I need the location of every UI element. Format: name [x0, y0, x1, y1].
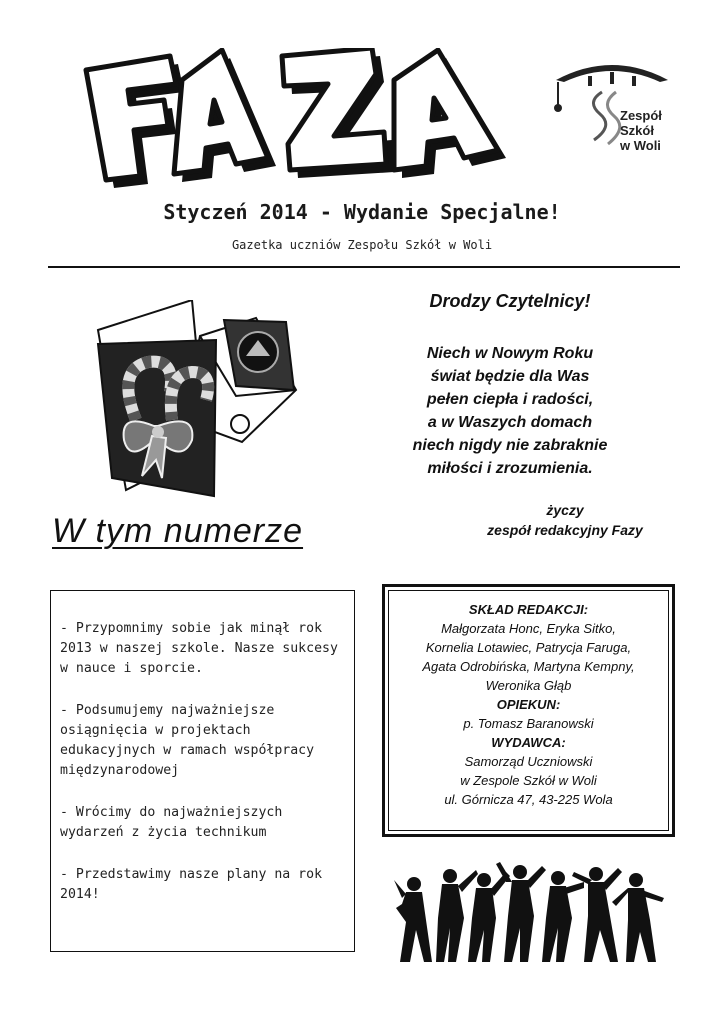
editors-line: Agata Odrobińska, Martyna Kempny,	[422, 659, 635, 674]
publisher-heading: WYDAWCA:	[491, 735, 566, 750]
school-logo	[552, 52, 674, 172]
editorial-staff-inner	[388, 590, 669, 831]
wish-line: Niech w Nowym Roku	[426, 345, 594, 362]
publisher-line: Samorząd Uczniowski	[464, 754, 593, 769]
wish-line: pełen ciepła i radości,	[426, 391, 594, 408]
school-logo-text	[620, 108, 662, 153]
editors-line: Kornelia Lotawiec, Patrycja Faruga,	[425, 640, 632, 655]
editors-line: Weronika Głąb	[485, 678, 572, 693]
wish-line: miłości i zrozumienia.	[427, 460, 593, 477]
tagline: Gazetka uczniów Zespołu Szkół w Woli	[231, 238, 493, 252]
greeting-wishes	[374, 342, 646, 480]
logo-line-3: w Woli	[620, 138, 661, 153]
contents-box	[50, 590, 355, 952]
contents-item: - Podsumujemy najważniejsze osiągnięcia w projektach edukacyjnych w ramach współpracy międzynarodowej	[60, 703, 315, 778]
wish-line: niech nigdy nie zabraknie	[412, 437, 608, 454]
contents-item: - Przypomnimy sobie jak minął rok 2013 w naszej szkole. Nasze sukcesy w nauce i sporcie.	[60, 621, 338, 676]
contents-heading: W tym numerze	[52, 512, 304, 550]
header-divider	[48, 266, 680, 268]
dancing-silhouettes-illustration	[392, 858, 672, 966]
issue-title: Styczeń 2014 - Wydanie Specjalne!	[163, 200, 561, 224]
greeting-sign-line-1: życzy	[546, 502, 584, 518]
wish-line: a w Waszych domach	[427, 414, 593, 431]
wish-line: świat będzie dla Was	[430, 368, 590, 385]
publisher-line: ul. Górnicza 47, 43-225 Wola	[444, 792, 613, 807]
christmas-card-illustration	[96, 300, 302, 500]
greeting-title: Drodzy Czytelnicy!	[429, 291, 591, 311]
logo-line-2: Szkół	[620, 123, 654, 138]
greeting-sign-line-2: zespół redakcyjny Fazy	[487, 522, 643, 538]
faza-masthead-logo	[80, 48, 530, 193]
logo-line-1: Zespół	[620, 108, 662, 123]
editors-line: Małgorzata Honc, Eryka Sitko,	[441, 621, 616, 636]
publisher-line: w Zespole Szkół w Woli	[460, 773, 597, 788]
supervisor-name: p. Tomasz Baranowski	[463, 716, 594, 731]
editorial-staff-box	[382, 584, 675, 837]
editors-heading: SKŁAD REDAKCJI:	[468, 602, 589, 617]
contents-item: - Przedstawimy nasze plany na rok 2014!	[60, 867, 323, 902]
contents-item: - Wrócimy do najważniejszych wydarzeń z życia technikum	[60, 805, 283, 840]
supervisor-heading: OPIEKUN:	[496, 697, 561, 712]
